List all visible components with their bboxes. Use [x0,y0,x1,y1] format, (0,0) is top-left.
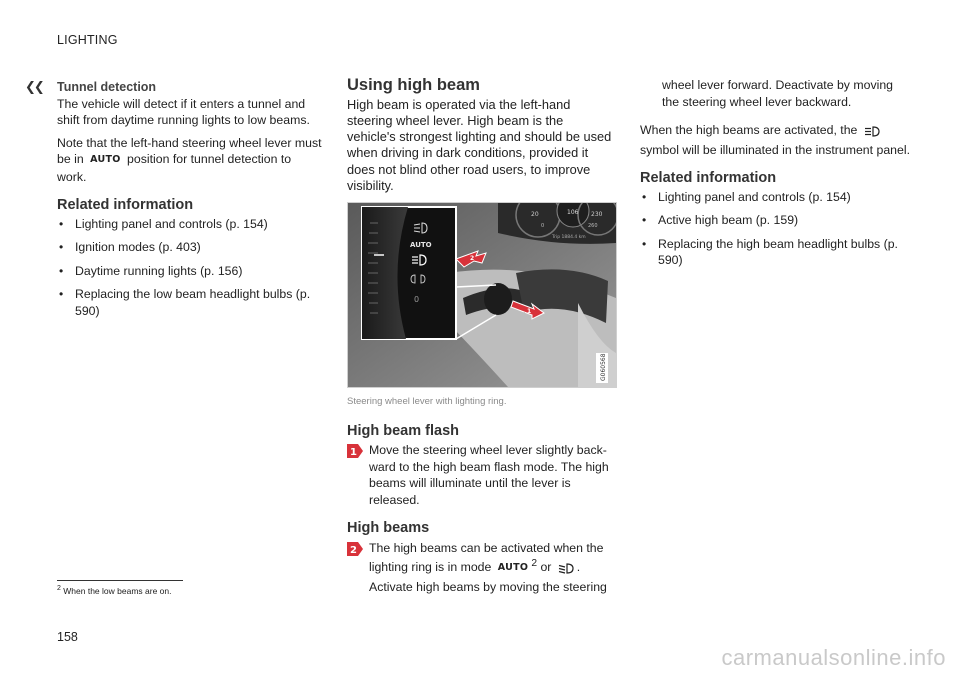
column-1 [57,79,322,326]
footnote-divider [57,580,183,581]
related-information-heading: Related information [57,197,194,213]
running-head: LIGHTING [57,33,118,47]
tunnel-detection-note [57,135,322,186]
page-number: 158 [57,630,78,644]
related-list-3 [640,189,912,269]
auto-symbol: AUTO [497,562,529,574]
related-item[interactable]: • Active high beam (p. 159) [642,213,799,227]
gauge-number: 20 [531,211,539,219]
arrow-number: 2 [470,255,475,263]
high-beam-intro: High beam is operated via the left-hand steering wheel lever. High beam is the vehicle's strongest lighting and should be used when driving in dark conditions, provided it does not blind other road users, to improve visibility. [347,96,612,193]
tunnel-detection-heading: Tunnel detection [57,80,157,94]
note-line-1: Note that the left-hand steering wheel lever must [57,135,322,150]
related-item[interactable]: • Replacing the low beam headlight bulbs (p. 590) [59,287,311,318]
step-2-badge-icon [347,542,363,556]
step-2 [347,540,615,596]
figure-caption: Steering wheel lever with lighting ring. [347,396,507,408]
bullet-icon: • [59,287,64,301]
related-item[interactable]: • Lighting panel and controls (p. 154) [642,189,851,204]
auto-symbol: AUTO [90,154,121,165]
step-1-badge-icon [347,444,363,458]
note-after: position for tunnel detection to work. [57,152,292,184]
continuation-mark: ❮❮ [25,79,43,94]
arrow-number: 1 [527,308,532,316]
gauge-number: 106 [567,209,579,217]
high-beam-indicator-text: When the high beams are activated, the symbol will be illuminated in the instrument panel. [640,123,910,157]
column-2 [347,77,615,601]
footnote-text: When the low beams are on. [63,585,172,596]
high-beam-icon [861,125,883,142]
step-2-text-before: The high beams can be activated when the lighting ring is in mode [369,540,604,575]
using-high-beam-title: Using high beam [347,76,480,94]
tunnel-detection-text: The vehicle will detect if it enters a tunnel and shift from daytime running lights to low beams. [57,96,310,127]
bullet-icon: • [642,236,647,251]
high-beam-flash-heading: High beam flash [347,422,459,439]
footnote [57,585,171,596]
bullet-icon: • [59,240,64,254]
gauge-number: 260 [588,223,598,230]
step-2-or: or [540,560,552,575]
high-beams-continued: wheel lever forward. Deactivate by moving the steering wheel lever backward. [662,78,894,109]
step-2-text-after: . Activate high beams by moving the steering [369,560,607,594]
watermark: carmanualsonline.info [721,645,946,670]
high-beams-heading: High beams [347,520,430,537]
svg-text:2: 2 [350,544,357,556]
trip-readout: Trip 1884.4 km [552,235,586,241]
footnote-mark: 2 [57,585,61,592]
bullet-icon: • [59,216,64,231]
bullet-icon: • [642,189,647,204]
related-item[interactable]: • Ignition modes (p. 403) [59,240,201,254]
bullet-icon: • [642,213,647,227]
step-1-text: Move the steering wheel lever slightly back-ward to the high beam flash mode. The high beams will illuminate until the lever is released. [369,443,609,507]
bullet-icon: • [59,263,64,278]
note-before: be in [57,152,84,166]
ring-label-zero: 0 [414,295,420,305]
related-item[interactable]: • Replacing the high beam headlight bulbs (p. 590) [642,236,898,267]
steering-lever-illustration [347,202,617,388]
related-information-heading: Related information [640,170,777,186]
gauge-number: 230 [591,211,603,219]
ring-label-auto: AUTO [410,241,432,250]
svg-text:1: 1 [350,447,357,459]
figure-code: G060568 [600,353,607,382]
gauge-number: 0 [541,223,545,230]
footnote-ref[interactable]: 2 [531,558,538,570]
low-beam-icon [555,562,577,579]
related-item[interactable]: • Lighting panel and controls (p. 154) [59,216,268,231]
column-3 [640,77,912,276]
related-list-1 [57,216,322,320]
step-1 [347,442,615,508]
related-item[interactable]: • Daytime running lights (p. 156) [59,263,243,278]
